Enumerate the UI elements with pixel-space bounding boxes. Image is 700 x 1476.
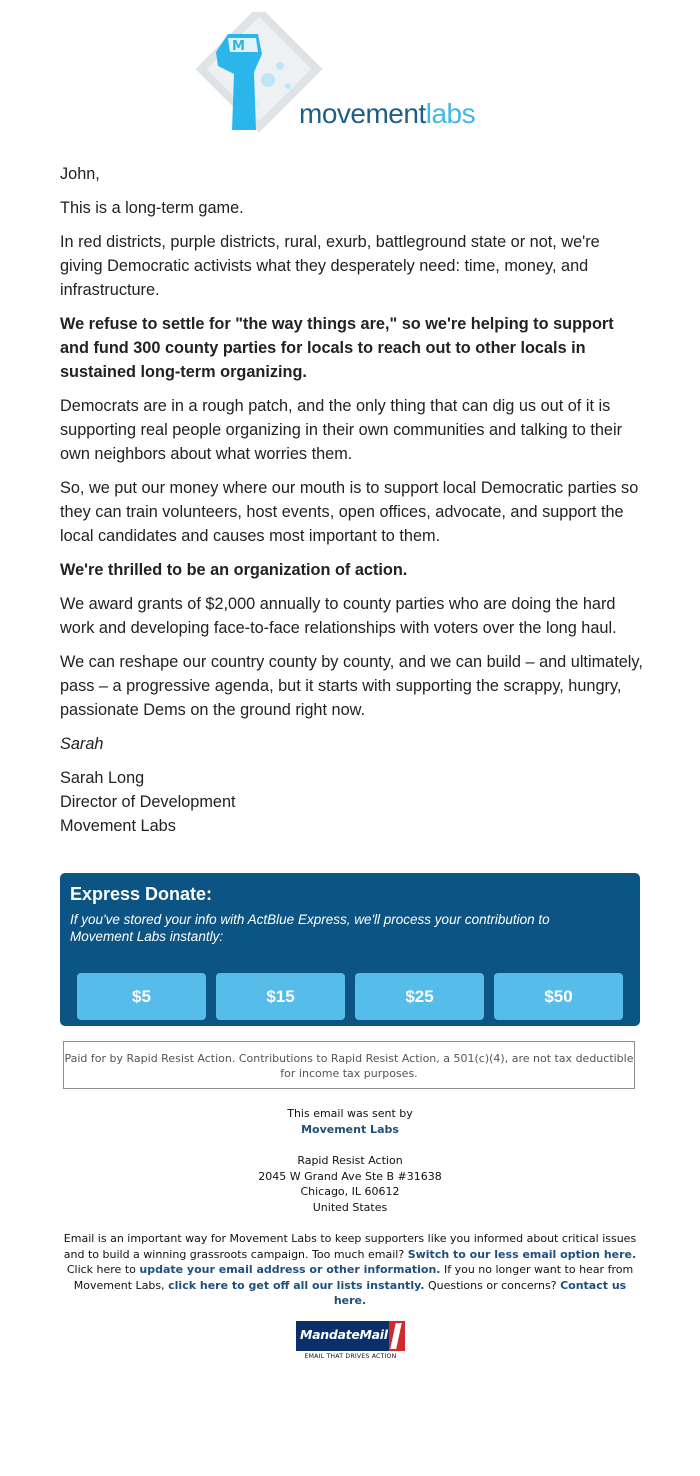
paragraph-5: So, we put our money where our mouth is to support local Democratic parties so they can train volunteers, host events, open offices, advocate, and support the local candidates and causes most important to them.: [60, 479, 639, 545]
footer-fineprint: [60, 1231, 640, 1309]
sent-by-label: This email was sent by: [287, 1107, 413, 1120]
address-country: United States: [312, 1200, 388, 1214]
fineprint-text-4: Questions or concerns?: [427, 1278, 557, 1292]
wordmark-labs: labs: [425, 98, 476, 129]
donate-5-button[interactable]: $5: [77, 973, 206, 1020]
signature-block: [60, 766, 645, 838]
paragraph-1: This is a long-term game.: [60, 199, 244, 217]
donate-15-button[interactable]: $15: [216, 973, 345, 1020]
express-donate-title: Express Donate:: [70, 884, 213, 904]
signature: Sarah: [60, 735, 104, 753]
signer-name: Sarah Long: [60, 769, 145, 787]
movement-labs-logo: [196, 12, 506, 140]
greeting: John,: [60, 165, 100, 183]
update-info-link[interactable]: update your email address or other information.: [139, 1263, 441, 1276]
wordmark: [299, 98, 475, 130]
paragraph-2: In red districts, purple districts, rural, exurb, battleground state or not, we're giving Democratic activists what they desperately need: time, money, and infrastructure.: [60, 233, 600, 299]
mandatemail-tagline: EMAIL THAT DRIVES ACTION: [304, 1353, 397, 1360]
email-footer: [60, 1106, 640, 1309]
express-donate-subtitle: If you've stored your info with ActBlue Express, we'll process your contribution to Movement Labs instantly:: [70, 912, 550, 944]
paragraph-6-bold: We're thrilled to be an organization of action.: [60, 561, 408, 579]
address-name: Rapid Resist Action: [297, 1154, 403, 1167]
paragraph-3-bold: We refuse to settle for "the way things are," so we're helping to support and fund 300 county parties for locals to reach out to other locals in sustained long-term organizing.: [60, 315, 614, 381]
sender-link[interactable]: Movement Labs: [301, 1122, 399, 1136]
unsubscribe-link[interactable]: click here to get off all our lists instantly.: [168, 1278, 425, 1292]
donate-50-button[interactable]: $50: [494, 973, 623, 1020]
less-email-link[interactable]: Switch to our less email option here.: [407, 1247, 637, 1261]
paragraph-7: We award grants of $2,000 annually to county parties who are doing the hard work and developing face-to-face relationships with voters over the long haul.: [60, 595, 617, 637]
paragraph-8: We can reshape our country county by county, and we can build – and ultimately, pass – a progressive agenda, but it starts with supporting the scrappy, hungry, passionate Dems on the ground right now.: [60, 653, 643, 719]
signer-org: Movement Labs: [60, 817, 176, 835]
donate-25-button[interactable]: $25: [355, 973, 484, 1020]
address-line-1: 2045 W Grand Ave Ste B #31638: [258, 1169, 442, 1183]
flag-icon: [389, 1321, 405, 1351]
paragraph-4: Democrats are in a rough patch, and the only thing that can dig us out of it is supporting real people organizing in their own communities and talking to their own neighbors about what worries them.: [60, 397, 623, 463]
contact-link[interactable]: Contact us here.: [333, 1278, 627, 1307]
svg-text:M: M: [232, 39, 245, 54]
mandatemail-brand: MandateMail: [300, 1327, 388, 1342]
mandatemail-logo[interactable]: [296, 1321, 405, 1363]
paid-for-disclaimer: Paid for by Rapid Resist Action. Contributions to Rapid Resist Action, a 501(c)(4), are not tax deductible for income tax purposes.: [63, 1041, 635, 1089]
signer-title: Director of Development: [60, 793, 236, 811]
wordmark-movement: movement: [299, 98, 426, 129]
fineprint-text-3: If you no longer want to hear from Movement Labs,: [73, 1263, 634, 1292]
express-donate-panel: [60, 873, 640, 1026]
letter-body: [60, 162, 645, 838]
fineprint-text-1: Email is an important way for Movement Labs to keep supporters like you informed about critical issues and to build a winning grassroots campaign. Too much email?: [63, 1232, 637, 1261]
fineprint-text-2: Click here to: [66, 1263, 136, 1276]
address-line-2: Chicago, IL 60612: [300, 1185, 400, 1198]
